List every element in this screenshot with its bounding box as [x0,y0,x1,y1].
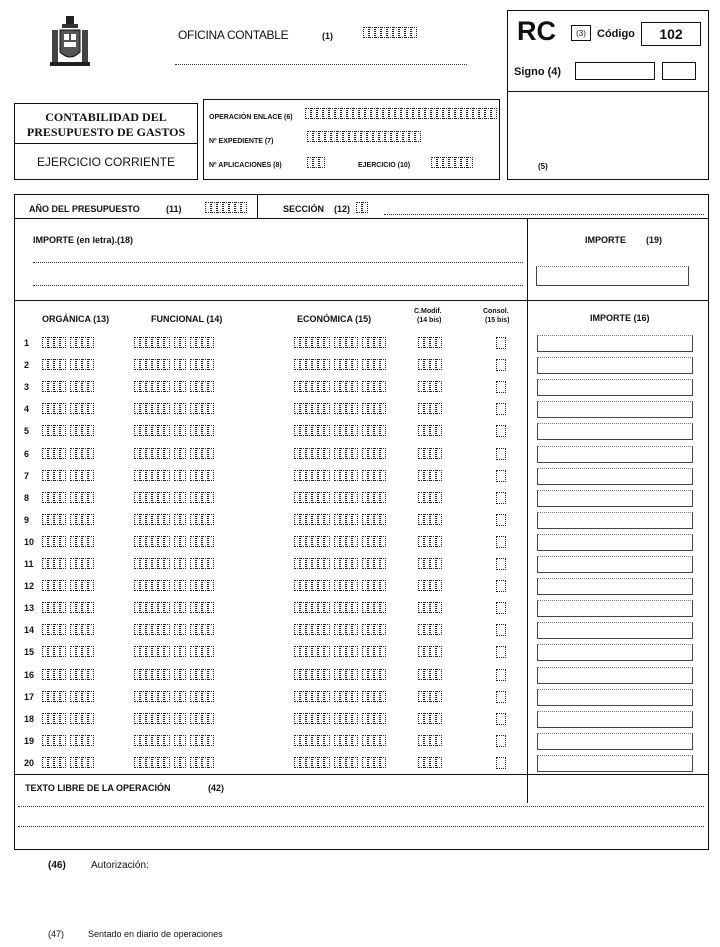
cmodif-cells[interactable] [418,735,446,746]
row-number: 5 [24,426,30,436]
economica-cells[interactable] [294,425,390,436]
consol-checkbox[interactable] [496,536,506,548]
importe19-label: IMPORTE [585,235,627,245]
importe16-field[interactable] [537,667,693,684]
organica-cells[interactable] [42,536,98,547]
funcional-cells[interactable] [134,691,218,702]
importe-letra-label: IMPORTE (en letra). [33,235,118,245]
cmodif-cells[interactable] [418,359,446,370]
consol-checkbox[interactable] [496,337,506,349]
cmodif-cells[interactable] [418,536,446,547]
signo-label: Signo (4) [514,66,562,78]
footer-47: (47) [48,929,65,939]
importe19-field[interactable] [536,266,689,286]
funcional-cells[interactable] [134,669,218,680]
importe16-field[interactable] [537,468,693,485]
importe-letra-num: (18) [117,235,134,245]
cmodif-cells[interactable] [418,381,446,392]
organica-cells[interactable] [42,514,98,525]
cmodif-cells[interactable] [418,580,446,591]
seccion-num: (12) [334,204,351,214]
office-label: OFICINA CONTABLE [178,28,289,42]
row-number: 13 [24,603,35,613]
row-number: 20 [24,758,35,768]
economica-cells[interactable] [294,337,390,348]
coat-of-arms-icon [50,14,90,70]
right-vdivider [527,218,528,803]
funcional-cells[interactable] [134,735,218,746]
cmodif-header-2: (14 bis) [417,317,442,324]
row-number: 1 [24,338,30,348]
row-number: 16 [24,670,35,680]
consol-checkbox[interactable] [496,691,506,703]
cmodif-cells[interactable] [418,337,446,348]
texto-libre-line [14,774,709,775]
consol-checkbox[interactable] [496,492,506,504]
row-number: 12 [24,581,35,591]
organica-cells[interactable] [42,602,98,613]
rc-label: RC [517,16,556,46]
aplicaciones-cells[interactable] [307,157,325,168]
footer-46: (46) [48,860,66,871]
title-divider [14,143,198,144]
budget-vdivider [257,194,258,218]
importe16-field[interactable] [537,335,693,352]
funcional-cells[interactable] [134,492,218,503]
consol-checkbox[interactable] [496,646,506,658]
cmodif-cells[interactable] [418,514,446,525]
cmodif-cells[interactable] [418,691,446,702]
field-5-label: (5) [538,162,548,171]
consol-checkbox[interactable] [496,558,506,570]
importe16-field[interactable] [537,644,693,661]
economica-cells[interactable] [294,602,390,613]
funcional-cells[interactable] [134,646,218,657]
organica-header: ORGÁNICA (13) [42,314,110,324]
economica-cells[interactable] [294,757,390,768]
funcional-cells[interactable] [134,403,218,414]
ano-cells[interactable] [205,202,247,213]
cmodif-cells[interactable] [418,448,446,459]
consol-checkbox[interactable] [496,381,506,393]
funcional-header: FUNCIONAL (14) [151,314,223,324]
row-number: 10 [24,537,35,547]
cmodif-header-1: C.Modif. [414,308,442,315]
row-number: 4 [24,404,30,414]
importe16-field[interactable] [537,512,693,529]
office-num: (1) [322,31,333,41]
office-line [175,64,467,65]
funcional-cells[interactable] [134,536,218,547]
importe16-field[interactable] [537,446,693,463]
cmodif-cells[interactable] [418,558,446,569]
consol-checkbox[interactable] [496,713,506,725]
economica-cells[interactable] [294,691,390,702]
expediente-cells[interactable] [307,131,421,142]
importe16-field[interactable] [537,622,693,639]
funcional-cells[interactable] [134,337,218,348]
funcional-cells[interactable] [134,381,218,392]
organica-cells[interactable] [42,624,98,635]
organica-cells[interactable] [42,448,98,459]
organica-cells[interactable] [42,381,98,392]
funcional-cells[interactable] [134,713,218,724]
consol-checkbox[interactable] [496,514,506,526]
row-number: 14 [24,625,35,635]
autorizacion-label: Autorización: [91,860,149,871]
importe16-field[interactable] [537,357,693,374]
consol-checkbox[interactable] [496,403,506,415]
economica-cells[interactable] [294,492,390,503]
funcional-cells[interactable] [134,470,218,481]
budget-row-line [14,218,709,219]
importe16-field[interactable] [537,689,693,706]
importe-letra-line-2 [33,285,523,286]
funcional-cells[interactable] [134,448,218,459]
consol-checkbox[interactable] [496,425,506,437]
economica-cells[interactable] [294,403,390,414]
op-enlace-label: OPERACIÓN ENLACE (6) [209,114,293,121]
rc-divider [507,91,709,92]
organica-cells[interactable] [42,713,98,724]
importe19-num: (19) [646,235,663,245]
importe16-field[interactable] [537,490,693,507]
cmodif-cells[interactable] [418,757,446,768]
consol-checkbox[interactable] [496,602,506,614]
consol-checkbox[interactable] [496,735,506,747]
cmodif-cells[interactable] [418,470,446,481]
funcional-cells[interactable] [134,602,218,613]
consol-checkbox[interactable] [496,470,506,482]
funcional-cells[interactable] [134,425,218,436]
row-number: 7 [24,471,30,481]
row-number: 15 [24,647,35,657]
seccion-line [384,214,704,215]
organica-cells[interactable] [42,558,98,569]
consol-header-1: Consol. [483,308,509,315]
cmodif-cells[interactable] [418,602,446,613]
consol-header-2: (15 bis) [485,317,510,324]
signo-field-2[interactable] [662,62,696,80]
sentado-label: Sentado en diario de operaciones [88,929,223,939]
consol-checkbox[interactable] [496,624,506,636]
row-number: 19 [24,736,35,746]
economica-cells[interactable] [294,624,390,635]
consol-checkbox[interactable] [496,580,506,592]
consol-checkbox[interactable] [496,448,506,460]
importe16-field[interactable] [537,423,693,440]
economica-cells[interactable] [294,381,390,392]
texto-libre-dots-1 [18,806,704,807]
funcional-cells[interactable] [134,580,218,591]
row-number: 9 [24,515,30,525]
economica-header: ECONÓMICA (15) [297,314,372,324]
row-number: 6 [24,449,30,459]
organica-cells[interactable] [42,359,98,370]
cmodif-cells[interactable] [418,646,446,657]
importe16-field[interactable] [537,711,693,728]
row-number: 17 [24,692,35,702]
economica-cells[interactable] [294,669,390,680]
ano-num: (11) [166,204,182,214]
importe16-field[interactable] [537,600,693,617]
texto-libre-num: (42) [208,783,225,793]
title-line3: EJERCICIO CORRIENTE [36,155,175,169]
title-line1: CONTABILIDAD DEL [45,110,167,124]
office-code-cells[interactable] [363,27,417,38]
row-number: 11 [24,559,34,569]
aplicaciones-label: Nº APLICACIONES (8) [209,162,282,169]
importe16-field[interactable] [537,401,693,418]
organica-cells[interactable] [42,492,98,503]
importe16-header: IMPORTE (16) [590,313,650,323]
organica-cells[interactable] [42,470,98,481]
funcional-cells[interactable] [134,757,218,768]
funcional-cells[interactable] [134,514,218,525]
cmodif-cells[interactable] [418,669,446,680]
title-line2: PRESUPUESTO DE GASTOS [26,125,186,139]
importe16-field[interactable] [537,379,693,396]
seccion-cells[interactable] [356,202,368,213]
organica-cells[interactable] [42,691,98,702]
row-number: 8 [24,493,30,503]
importe16-field[interactable] [537,755,693,772]
funcional-cells[interactable] [134,624,218,635]
organica-cells[interactable] [42,337,98,348]
organica-cells[interactable] [42,735,98,746]
economica-cells[interactable] [294,713,390,724]
funcional-cells[interactable] [134,558,218,569]
consol-checkbox[interactable] [496,757,506,769]
consol-checkbox[interactable] [496,669,506,681]
economica-cells[interactable] [294,735,390,746]
economica-cells[interactable] [294,536,390,547]
seccion-label: SECCIÓN [283,204,325,214]
economica-cells[interactable] [294,514,390,525]
economica-cells[interactable] [294,359,390,370]
signo-field-1[interactable] [575,62,655,80]
row-number: 2 [24,360,30,370]
organica-cells[interactable] [42,757,98,768]
texto-libre-label: TEXTO LIBRE DE LA OPERACIÓN [25,783,171,793]
importe16-field[interactable] [537,733,693,750]
codigo-value: 102 [641,22,701,46]
row-number: 18 [24,714,35,724]
cmodif-cells[interactable] [418,425,446,436]
economica-cells[interactable] [294,580,390,591]
importe-row-line [14,300,709,301]
funcional-cells[interactable] [134,359,218,370]
organica-cells[interactable] [42,669,98,680]
importe16-field[interactable] [537,578,693,595]
rc-num: (3) [571,25,591,41]
cmodif-cells[interactable] [418,492,446,503]
consol-checkbox[interactable] [496,359,506,371]
op-enlace-cells[interactable] [305,108,497,119]
economica-cells[interactable] [294,558,390,569]
importe16-field[interactable] [537,556,693,573]
ejercicio-cells[interactable] [431,157,473,168]
ano-label: AÑO DEL PRESUPUESTO [29,204,140,214]
cmodif-cells[interactable] [418,624,446,635]
economica-cells[interactable] [294,646,390,657]
cmodif-cells[interactable] [418,403,446,414]
organica-cells[interactable] [42,646,98,657]
texto-libre-dots-2 [18,826,704,827]
row-number: 3 [24,382,30,392]
importe-letra-line-1 [33,262,523,263]
expediente-label: Nº EXPEDIENTE (7) [209,138,274,145]
cmodif-cells[interactable] [418,713,446,724]
organica-cells[interactable] [42,580,98,591]
organica-cells[interactable] [42,425,98,436]
economica-cells[interactable] [294,470,390,481]
codigo-label: Código [597,28,635,40]
economica-cells[interactable] [294,448,390,459]
organica-cells[interactable] [42,403,98,414]
importe16-field[interactable] [537,534,693,551]
ejercicio-label: EJERCICIO (10) [358,162,411,169]
